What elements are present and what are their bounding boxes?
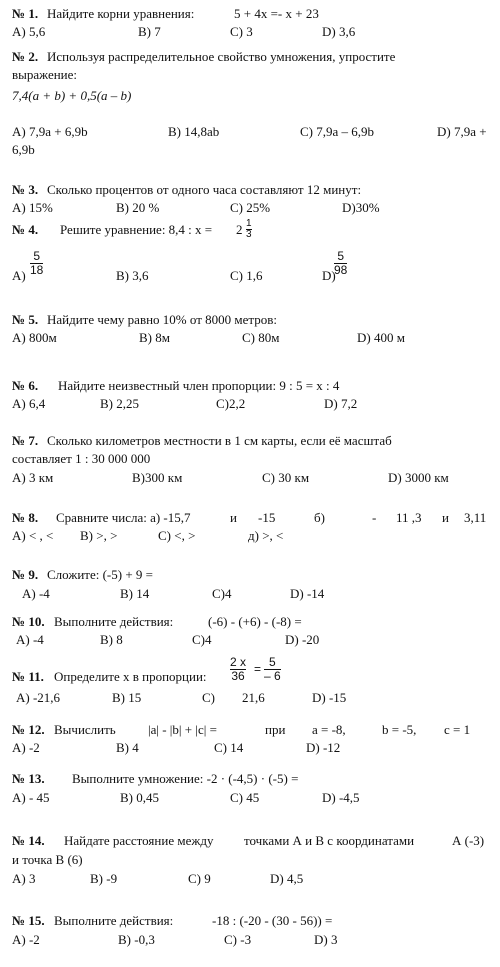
q10-text: Выполните действия: [54, 614, 174, 629]
q8-option-c[interactable]: C) <, > [158, 528, 196, 543]
q8-value-2: -15 [258, 510, 276, 525]
q1-option-d[interactable]: D) 3,6 [322, 24, 356, 39]
q6-option-c[interactable]: C)2,2 [216, 396, 246, 411]
q5-option-a[interactable]: A) 800м [12, 330, 57, 345]
q8-value-4: 11 ,3 [396, 510, 422, 525]
q7-text-line2: составляет 1 : 30 000 000 [12, 451, 151, 466]
q8-option-a[interactable]: A) < , < [12, 528, 54, 543]
q9-option-c[interactable]: C)4 [212, 586, 232, 601]
q11-text: Определите x в пропорции: [54, 669, 207, 684]
q13-option-d[interactable]: D) -4,5 [322, 790, 360, 805]
q3-option-b[interactable]: B) 20 % [116, 200, 160, 215]
q4-question [12, 218, 252, 240]
q12-when: при [265, 722, 286, 737]
q13-option-c[interactable]: C) 45 [230, 790, 260, 805]
q10-question [12, 614, 302, 629]
q11-option-d[interactable]: D) -15 [312, 690, 347, 705]
q4-option-b[interactable]: B) 3,6 [116, 268, 149, 283]
q10-option-c[interactable]: C)4 [192, 632, 212, 647]
q13-question [12, 771, 299, 786]
q14-question [12, 833, 485, 848]
q14-option-d[interactable]: D) 4,5 [270, 871, 304, 886]
q11-right-num: 5 [269, 655, 276, 669]
q2-question [12, 49, 396, 64]
q2-option-d[interactable]: D) 7,9a + [437, 124, 487, 139]
q14-text-part1: Найдате расстояние между [64, 833, 214, 848]
q13-option-b[interactable]: B) 0,45 [120, 790, 159, 805]
q11-option-a[interactable]: A) -21,6 [16, 690, 61, 705]
q10-option-b[interactable]: B) 8 [100, 632, 123, 647]
q6-question [12, 378, 340, 393]
q11-option-b[interactable]: B) 15 [112, 690, 142, 705]
q7-question [12, 433, 392, 448]
q6-option-d[interactable]: D) 7,2 [324, 396, 358, 411]
q5-text: Найдите чему равно 10% от 8000 метров: [47, 312, 277, 327]
q8-text: Сравните числа: а) -15,7 [56, 510, 191, 525]
q3-option-d[interactable]: D)30% [342, 200, 380, 215]
q11-left-fraction [230, 656, 246, 683]
q2-number: № 2. [12, 49, 39, 64]
q11-right-fraction [264, 656, 281, 683]
q10-option-d[interactable]: D) -20 [285, 632, 320, 647]
q2-option-a[interactable]: A) 7,9a + 6,9b [12, 124, 88, 139]
q3-option-a[interactable]: A) 15% [12, 200, 53, 215]
q11-option-c-value: 21,6 [242, 690, 265, 705]
q4-option-c[interactable]: C) 1,6 [230, 268, 263, 283]
q10-option-a[interactable]: A) -4 [16, 632, 44, 647]
q10-expression: (-6) - (+6) - (-8) = [208, 614, 302, 629]
q15-number: № 15. [12, 913, 45, 928]
q7-number: № 7. [12, 433, 39, 448]
q2-option-b[interactable]: B) 14,8ab [168, 124, 220, 139]
q13-option-a[interactable]: A) - 45 [12, 790, 50, 805]
q12-value-c: c = 1 [444, 722, 471, 737]
q8-and-1: и [230, 510, 237, 525]
q15-expression: -18 : (-20 - (30 - 56)) = [212, 913, 333, 928]
q5-question [12, 312, 277, 327]
q2-text-line2: выражение: [12, 67, 78, 82]
q14-option-c[interactable]: C) 9 [188, 871, 211, 886]
q7-option-b[interactable]: B)300 км [132, 470, 183, 485]
q4-frac-num: 1 [246, 218, 252, 229]
q14-point-a: А (-3) [452, 833, 485, 848]
q5-option-d[interactable]: D) 400 м [357, 330, 405, 345]
q4-option-d[interactable]: D) [322, 268, 336, 283]
q8-value-5: 3,11 [464, 510, 487, 525]
q4-whole: 2 [236, 222, 243, 237]
q12-option-c[interactable]: C) 14 [214, 740, 244, 755]
q12-text: Вычислить [54, 722, 116, 737]
q7-text-line1: Сколько километров местности в 1 см карты, если её масштаб [47, 433, 392, 448]
q8-question [12, 510, 487, 525]
q11-option-c[interactable]: C) [202, 690, 215, 705]
q8-number: № 8. [12, 510, 39, 525]
q8-part-b: б) [314, 510, 325, 525]
q8-value-3: - [372, 510, 377, 525]
q1-equation: 5 + 4x =- x + 23 [234, 6, 319, 21]
q11-right-den: – 6 [264, 669, 281, 683]
q4-option-a[interactable]: A) [12, 268, 26, 283]
q9-option-d[interactable]: D) -14 [290, 586, 325, 601]
q2-expression: 7,4(a + b) + 0,5(a – b) [12, 88, 132, 103]
q9-number: № 9. [12, 567, 39, 582]
q6-text: Найдите неизвестный член пропорции: 9 : 5 = x : 4 [58, 378, 340, 393]
q12-number: № 12. [12, 722, 45, 737]
q1-text: Найдите корни уравнения: [47, 6, 195, 21]
q1-option-c[interactable]: C) 3 [230, 24, 253, 39]
q1-option-b[interactable]: B) 7 [138, 24, 161, 39]
q4-frac-den: 3 [246, 229, 252, 240]
q15-option-c[interactable]: C) -3 [224, 932, 252, 947]
q4-text: Решите уравнение: 8,4 : x = [60, 222, 213, 237]
q11-equals: = [254, 662, 262, 676]
q3-number: № 3. [12, 182, 39, 197]
q3-option-c[interactable]: C) 25% [230, 200, 271, 215]
q13-number: № 13. [12, 771, 45, 786]
q12-value-b: b = -5, [382, 722, 417, 737]
q12-option-b[interactable]: B) 4 [116, 740, 139, 755]
q1-option-a[interactable]: A) 5,6 [12, 24, 46, 39]
q15-question [12, 913, 333, 928]
q15-option-b[interactable]: B) -0,3 [118, 932, 155, 947]
q14-option-a[interactable]: A) 3 [12, 871, 36, 886]
q7-option-c[interactable]: C) 30 км [262, 470, 310, 485]
q9-question [12, 567, 153, 582]
q15-text: Выполните действия: [54, 913, 174, 928]
q12-expression: |a| - |b| + |c| = [148, 722, 217, 737]
q11-left-den: 36 [231, 669, 245, 683]
q1-question [12, 6, 319, 21]
q3-text: Сколько процентов от одного часа составляют 12 минут: [47, 182, 362, 197]
q4-option-a-fraction [30, 250, 43, 277]
q4-option-d-fraction [334, 250, 347, 277]
q14-number: № 14. [12, 833, 45, 848]
q7-option-d[interactable]: D) 3000 км [388, 470, 449, 485]
q14-text-line2: и точка В (6) [12, 852, 83, 867]
q8-and-2: и [442, 510, 449, 525]
q1-number: № 1. [12, 6, 39, 21]
q3-question [12, 182, 362, 197]
q4-d-den: 98 [334, 263, 348, 277]
q11-number: № 11. [12, 669, 44, 684]
q9-option-b[interactable]: B) 14 [120, 586, 150, 601]
q2-option-d-cont: 6,9b [12, 142, 35, 157]
q5-option-b[interactable]: B) 8м [139, 330, 170, 345]
q2-text-line1: Используя распределительное свойство умножения, упростите [47, 49, 396, 64]
q12-value-a: a = -8, [312, 722, 346, 737]
q14-text-part2: точками А и В с координатами [244, 833, 415, 848]
q8-option-b[interactable]: B) >, > [80, 528, 118, 543]
q2-option-c[interactable]: C) 7,9a – 6,9b [300, 124, 375, 139]
q6-number: № 6. [12, 378, 39, 393]
q15-option-d[interactable]: D) 3 [314, 932, 338, 947]
q5-option-c[interactable]: C) 80м [242, 330, 280, 345]
q13-text: Выполните умножение: -2 · (-4,5) · (-5) = [72, 771, 299, 786]
q6-option-b[interactable]: B) 2,25 [100, 396, 139, 411]
q8-option-d[interactable]: д) >, < [248, 528, 284, 543]
q4-fraction [246, 219, 252, 240]
q12-option-a[interactable]: A) -2 [12, 740, 40, 755]
q4-a-num: 5 [33, 249, 41, 263]
q10-number: № 10. [12, 614, 45, 629]
q12-option-d[interactable]: D) -12 [306, 740, 341, 755]
q14-option-b[interactable]: B) -9 [90, 871, 118, 886]
q9-option-a[interactable]: A) -4 [22, 586, 50, 601]
q11-left-num: 2 x [230, 655, 247, 669]
q4-number: № 4. [12, 222, 39, 237]
q4-a-den: 18 [30, 263, 44, 277]
q7-option-a[interactable]: A) 3 км [12, 470, 54, 485]
q6-option-a[interactable]: A) 6,4 [12, 396, 46, 411]
q11-question [12, 669, 207, 684]
q12-question [12, 722, 471, 737]
q4-d-num: 5 [337, 249, 345, 263]
q5-number: № 5. [12, 312, 39, 327]
q9-text: Сложите: (-5) + 9 = [47, 567, 153, 582]
q15-option-a[interactable]: A) -2 [12, 932, 40, 947]
